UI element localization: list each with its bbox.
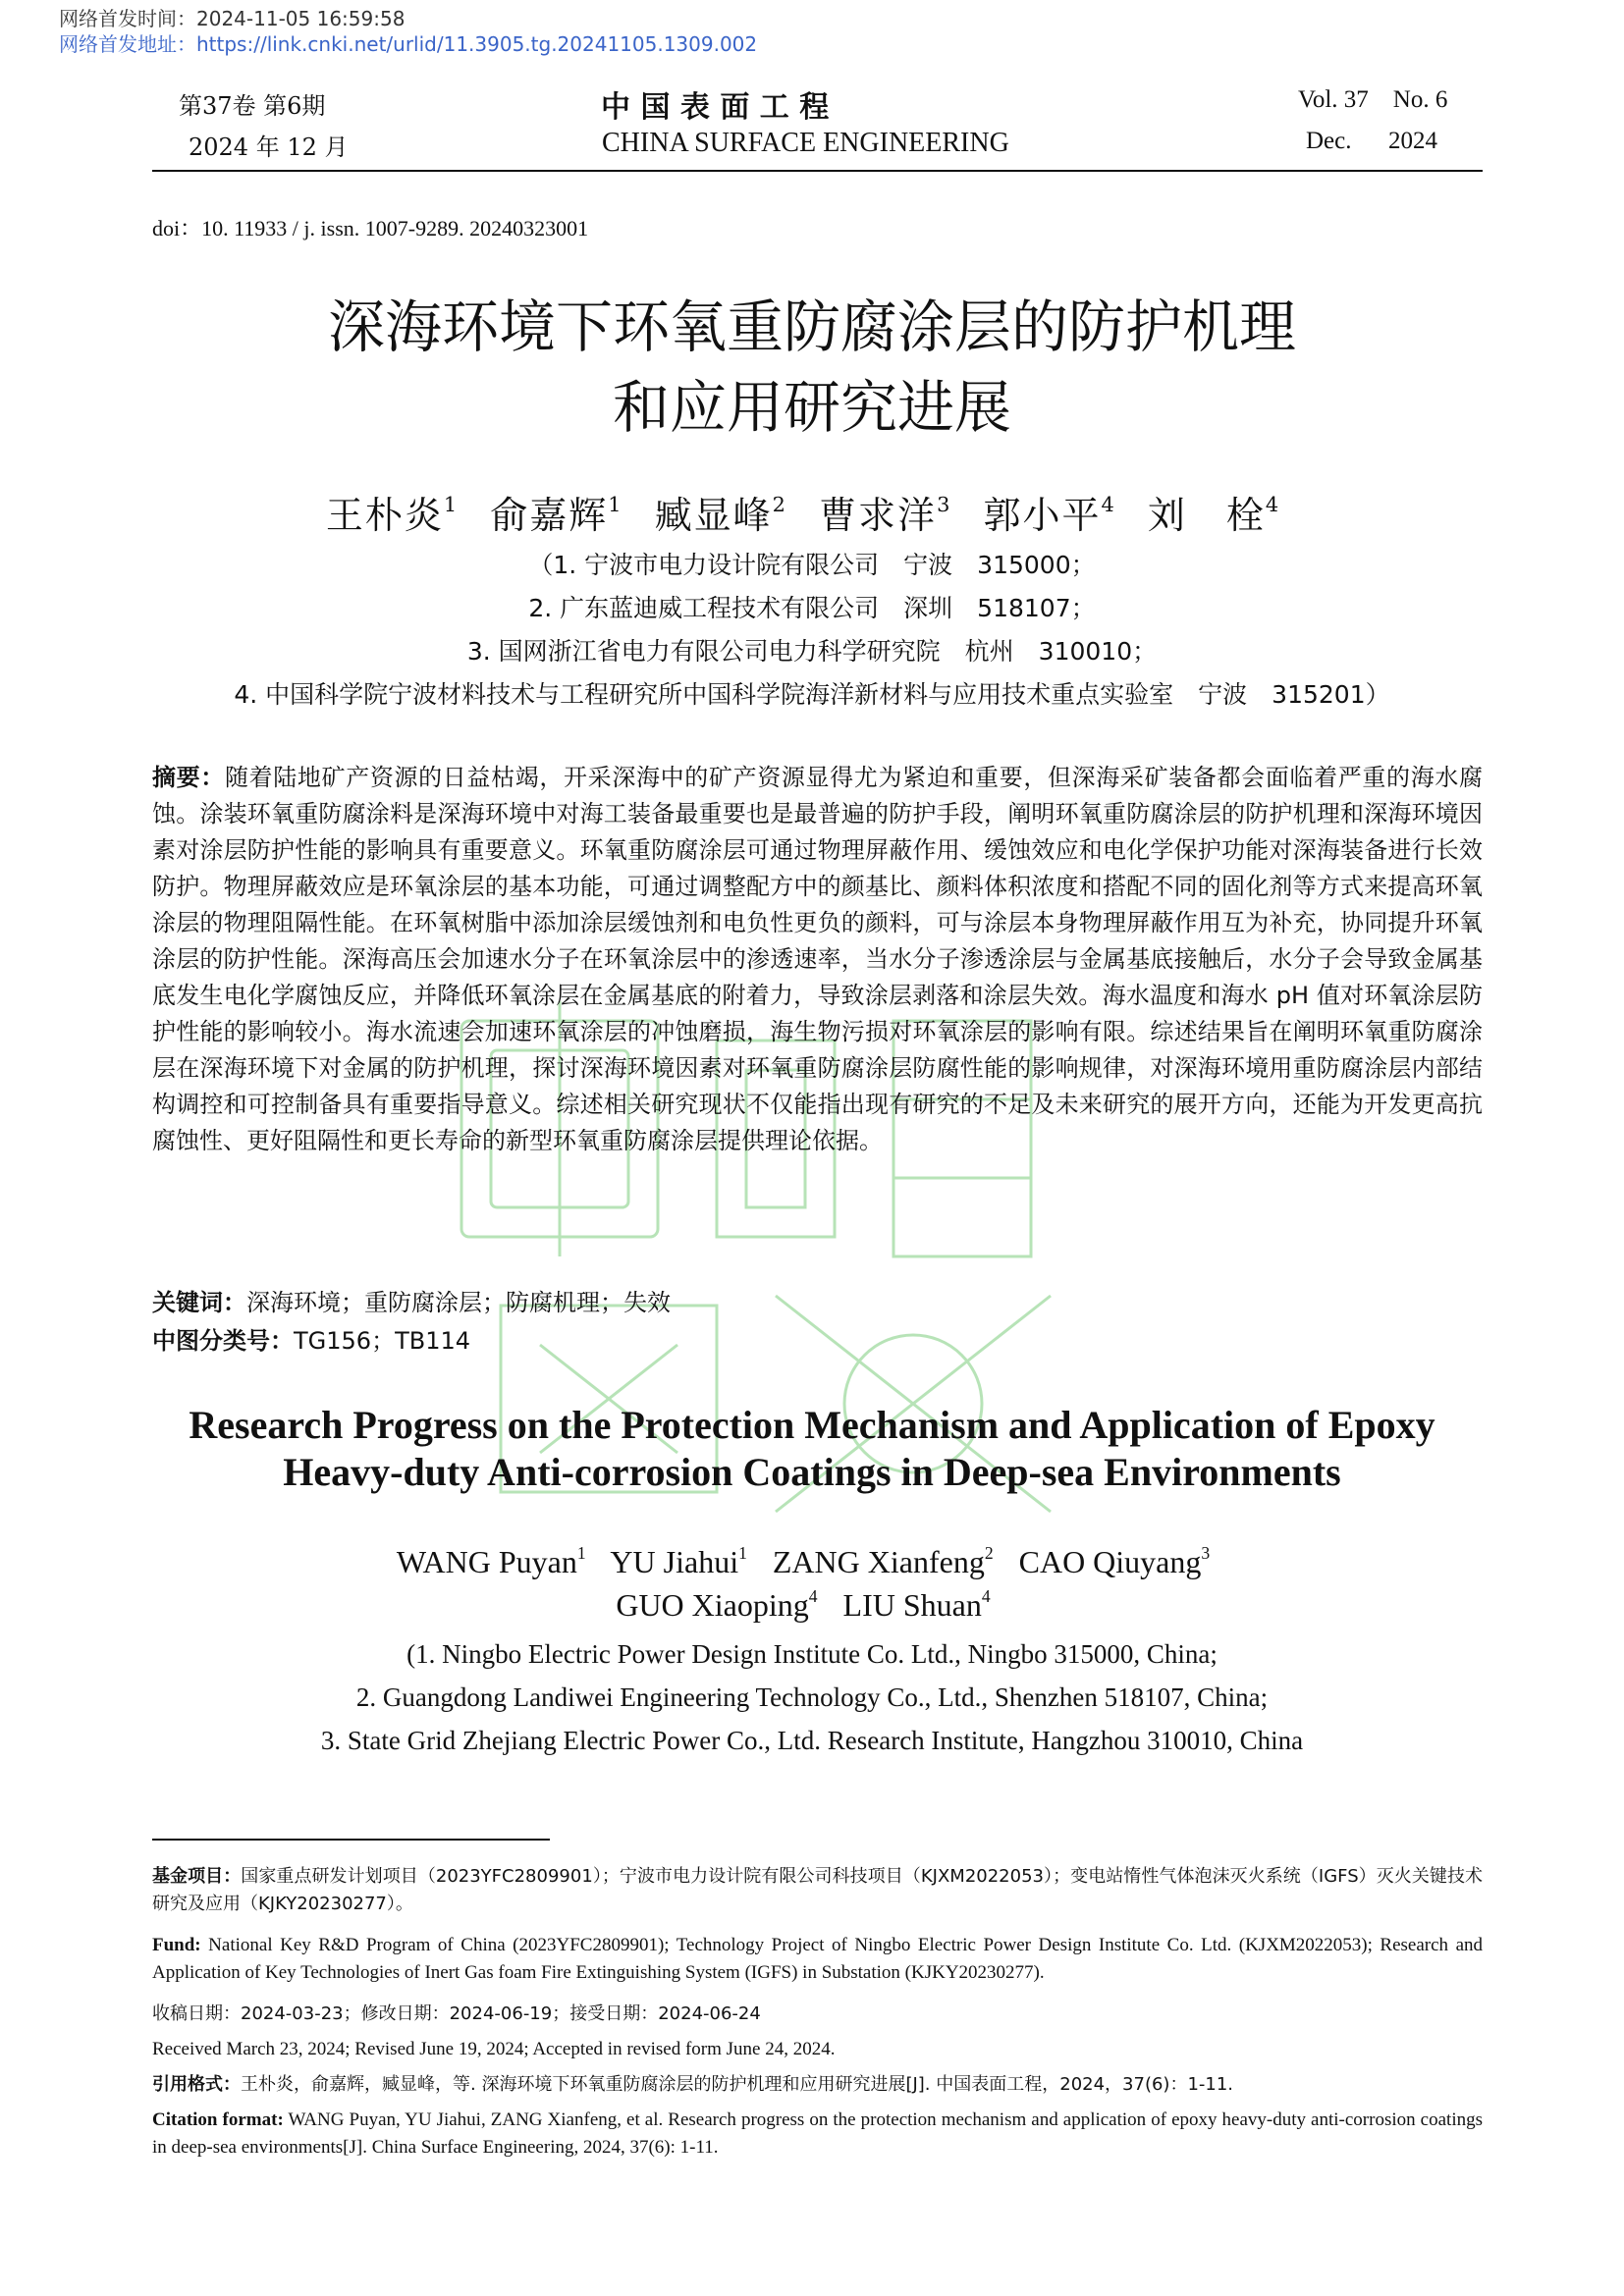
online-publish-time: 网络首发时间：2024-11-05 16:59:58 — [59, 7, 406, 30]
abstract-label: 摘要： — [152, 764, 225, 791]
classification-number — [152, 1323, 1483, 1360]
author-cn: 刘 栓$^4$ — [1147, 493, 1281, 537]
authors-en-line1 — [0, 1543, 1624, 1580]
abstract — [152, 760, 1483, 1159]
keywords-label: 关键词： — [152, 1289, 246, 1316]
author-en: YU Jiahui$^1$ — [610, 1543, 747, 1580]
citation-cn: 引用格式：王朴炎，俞嘉辉，臧显峰，等. 深海环境下环氧重防腐涂层的防护机理和应用研究进展[J]. 中国表面工程，2024，37(6)：1-11. — [152, 2074, 1234, 2095]
header-journal-cn: 中 国 表 面 工 程 — [601, 90, 830, 125]
authors-cn — [0, 485, 1624, 539]
authors-en-line2 — [0, 1586, 1624, 1624]
affiliation-en: 3. State Grid Zhejiang Electric Power Co., Ltd. Research Institute, Hangzhou 310010, China — [320, 1726, 1304, 1755]
author-en: CAO Qiuyang$^3$ — [1018, 1543, 1211, 1580]
header-date-cn: 2024 年 12 月 — [189, 133, 349, 161]
classification-text: TG156；TB114 — [294, 1327, 470, 1355]
author-en: LIU Shuan$^4$ — [842, 1586, 991, 1624]
author-en: GUO Xiaoping$^4$ — [616, 1586, 818, 1624]
citation-en: Citation format: WANG Puyan, YU Jiahui, ZANG Xianfeng, et al. Research progress on the protection mechanism and application of epoxy heavy-duty anti-corrosion coatings in deep-sea environments[J]. China Surface Engineering, 2024, 37(6): 1-11. — [152, 2109, 1483, 2158]
abstract-text: 随着陆地矿产资源的日益枯竭，开采深海中的矿产资源显得尤为紧迫和重要，但深海采矿装备都会面临着严重的海水腐蚀。涂装环氧重防腐涂料是深海环境中对海工装备最重要也是最普遍的防护手段，阐明环氧重防腐涂层的防护机理和深海环境因素对涂层防护性能的影响具有重要意义。环氧重防腐涂层可通过物理屏蔽作用、缓蚀效应和电化学保护功能对深海装备进行长效防护。物理屏蔽效应是环氧涂层的基本功能，可通过调整配方中的颜基比、颜料体积浓度和搭配不同的固化剂等方式来提高环氧涂层的物理阻隔性能。在环氧树脂中添加涂层缓蚀剂和电负性更负的颜料，可与涂层本身物理屏蔽作用互为补充，协同提升环氧涂层的防护性能。深海高压会加速水分子在环氧涂层中的渗透速率，当水分子渗透涂层与金属基底接触后，水分子会导致金属基底发生电化学腐蚀反应，并降低环氧涂层在金属基底的附着力，导致涂层剥落和涂层失效。海水温度和海水 pH 值对环氧涂层防护性能的影响较小。海水流速会加速环氧涂层的冲蚀磨损，海生物污损对环氧涂层的影响有限。综述结果旨在阐明环氧重防腐涂层在深海环境下对金属的防护机理，探讨深海环境因素对环氧重防腐涂层防腐性能的影响规律，对深海环境用重防腐涂层内部结构调控和可控制备具有重要指导意义。综述相关研究现状不仅能指出现有研究的不足及未来研究的展开方向，还能为开发更高抗腐蚀性、更好阻隔性和更长寿命的新型环氧重防腐涂层提供理论依据。 — [152, 764, 1484, 1154]
author-en: WANG Puyan$^1$ — [396, 1543, 586, 1580]
affiliation-cn: （1. 宁波市电力设计院有限公司 宁波 315000； — [528, 551, 1096, 579]
author-cn: 郭小平$^4$ — [983, 493, 1116, 537]
author-cn: 俞嘉辉$^1$ — [490, 493, 623, 537]
title-en-line1: Research Progress on the Protection Mechanism and Application of Epoxy — [189, 1403, 1435, 1447]
classification-label: 中图分类号： — [152, 1327, 294, 1355]
online-publish-url[interactable]: 网络首发地址：https://link.cnki.net/urlid/11.3905.tg.20241105.1309.002 — [59, 32, 758, 56]
affiliation-cn: 4. 中国科学院宁波材料技术与工程研究所中国科学院海洋新材料与应用技术重点实验室 宁波 315201） — [234, 680, 1390, 709]
title-en-line2: Heavy-duty Anti-corrosion Coatings in Deep-sea Environments — [283, 1450, 1341, 1494]
affiliation-en: (1. Ningbo Electric Power Design Institute Co. Ltd., Ningbo 315000, China; — [406, 1639, 1218, 1669]
doi[interactable]: doi：10. 11933 / j. issn. 1007-9289. 20240323001 — [152, 216, 589, 240]
title-cn-line2: 和应用研究进展 — [612, 374, 1011, 441]
header-volume-issue-cn: 第37卷 第6期 — [179, 92, 326, 120]
author-cn: 臧显峰$^2$ — [654, 493, 787, 537]
affiliation-cn: 2. 广东蓝迪威工程技术有限公司 深圳 518107； — [528, 594, 1096, 622]
dates-en: Received March 23, 2024; Revised June 19, 2024; Accepted in revised form June 24, 2024. — [152, 2039, 836, 2059]
affiliation-en: 2. Guangdong Landiwei Engineering Technology Co., Ltd., Shenzhen 518107, China; — [355, 1682, 1269, 1712]
footnote-rule — [152, 1839, 550, 1841]
author-cn: 王朴炎$^1$ — [325, 493, 460, 537]
header-rule — [152, 170, 1483, 172]
fund-en: Fund: National Key R&D Program of China (2023YFC2809901); Technology Project of Ningbo Electric Power Design Institute Co. Ltd. (KJXM2022053); Research and Application of Key Technologies of Inert Gas foam Fire Extinguishing System (IGFS) in Substation (KJKY20230277). — [152, 1935, 1484, 1983]
author-en: ZANG Xianfeng$^2$ — [772, 1543, 994, 1580]
header-date-en: Dec. 2024 — [1306, 128, 1437, 154]
dates-cn: 收稿日期：2024-03-23；修改日期：2024-06-19；接受日期：2024-06-24 — [152, 2003, 761, 2024]
keywords — [152, 1285, 1483, 1321]
keywords-text: 深海环境；重防腐涂层；防腐机理；失效 — [246, 1289, 671, 1316]
fund-cn: 基金项目：国家重点研发计划项目（2023YFC2809901）；宁波市电力设计院有限公司科技项目（KJXM2022053）；变电站惰性气体泡沫灭火系统（IGFS）灭火关键技术研究及应用（KJKY20230277）。 — [152, 1866, 1484, 1914]
title-cn-line1: 深海环境下环氧重防腐涂层的防护机理 — [327, 294, 1296, 360]
author-cn: 曹求洋$^3$ — [819, 493, 952, 537]
affiliation-cn: 3. 国网浙江省电力有限公司电力科学研究院 杭州 310010； — [466, 637, 1158, 666]
header-volume-issue-en: Vol. 37 No. 6 — [1298, 86, 1448, 113]
header-journal-en: CHINA SURFACE ENGINEERING — [602, 128, 1009, 158]
